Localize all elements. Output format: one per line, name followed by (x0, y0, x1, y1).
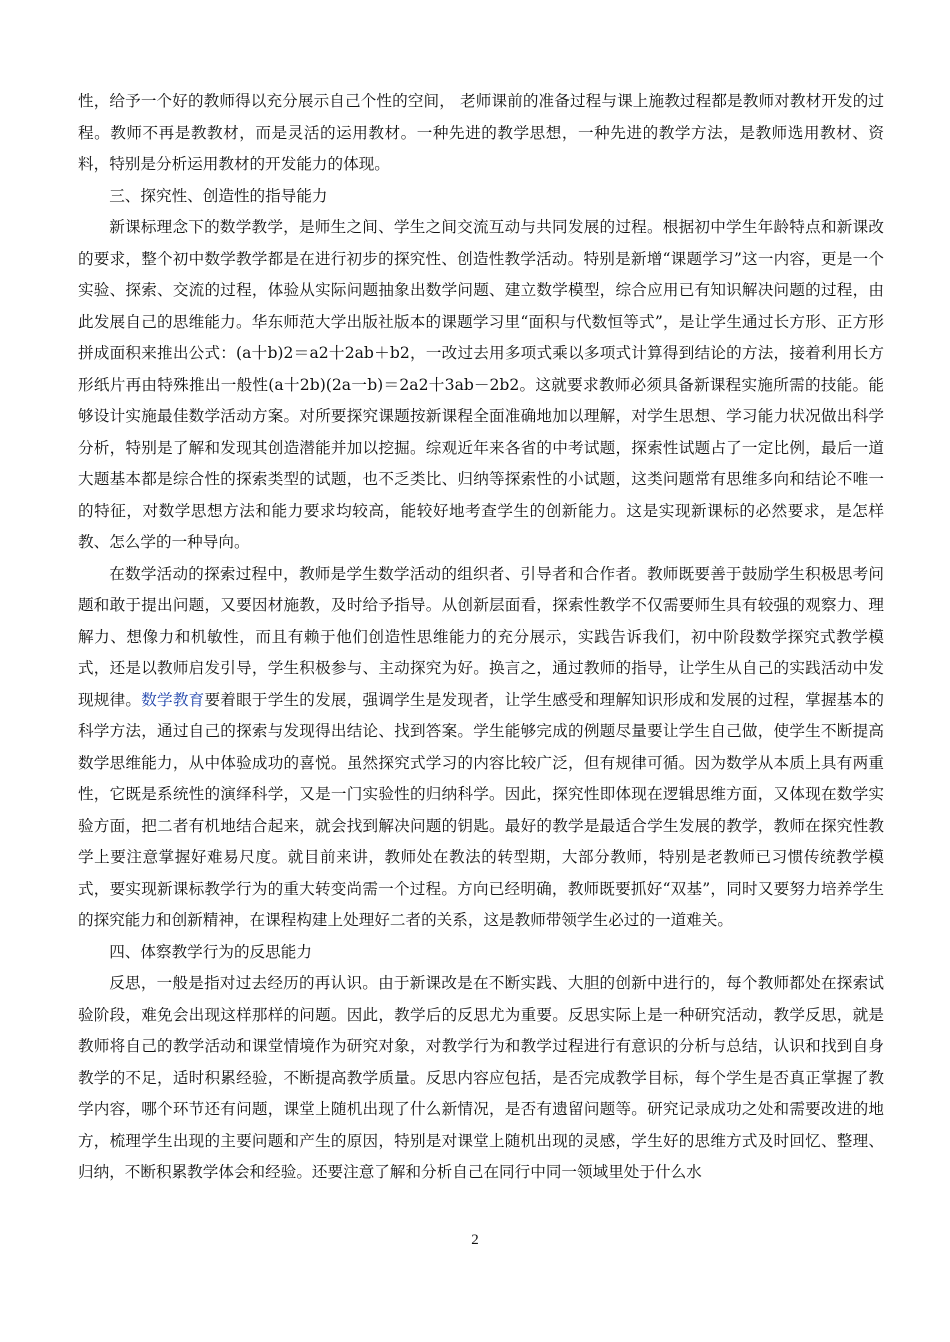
document-body (78, 86, 884, 1189)
page-number: 2 (471, 1232, 479, 1248)
paragraph-inquiry: 新课标理念下的数学教学，是师生之间、学生之间交流互动与共同发展的过程。根据初中学生年龄特点和新课改的要求，整个初中数学教学都是在进行初步的探究性、创造性教学活动。特别是新增“课题学习”这一内容，更是一个实验、探索、交流的过程，体验从实际问题抽象出数学问题、建立数学模型，综合应用已有知识解决问题的过程，由此发展自己的思维能力。华东师范大学出版社版本的课题学习里“面积与代数恒等式”，是让学生通过长方形、正方形拼成面积来推出公式：(a十b)2＝a2十2ab＋b2，一改过去用多项式乘以多项式计算得到结论的方法，接着利用长方形纸片再由特殊推出一般性(a十2b)(2a一b)＝2a2十3ab－2b2。这就要求教师必须具备新课程实施所需的技能。能够设计实施最佳数学活动方案。对所要探究课题按新课程全面准确地加以理解，对学生思想、学习能力状况做出科学分析，特别是了解和发现其创造潜能并加以挖掘。综观近年来各省的中考试题，探索性试题占了一定比例，最后一道大题基本都是综合性的探索类型的试题，也不乏类比、归纳等探索性的小试题，这类问题常有思维多向和结论不唯一的特征，对数学思想方法和能力要求均较高，能较好地考查学生的创新能力。这是实现新课标的必然要求，是怎样教、怎么学的一种导向。 (78, 218, 884, 551)
paragraph-reflection: 反思，一般是指对过去经历的再认识。由于新课改是在不断实践、大胆的创新中进行的，每个教师都处在探索试验阶段，难免会出现这样那样的问题。因此，教学后的反思尤为重要。反思实际上是一种研究活动，教学反思，就是教师将自己的教学活动和课堂情境作为研究对象，对教学行为和教学过程进行有意识的分析与总结，认识和找到自身教学的不足，适时积累经验，不断提高教学质量。反思内容应包括，是否完成教学目标，每个学生是否真正掌握了教学内容，哪个环节还有问题，课堂上随机出现了什么新情况，是否有遗留问题等。研究记录成功之处和需要改进的地方，梳理学生出现的主要问题和产生的原因，特别是对课堂上随机出现的灵感，学生好的思维方式及时回忆、整理、归纳，不断积累教学体会和经验。还要注意了解和分析自己在同行中同一领域里处于什么水 (78, 974, 884, 1181)
paragraph-continuation: 性，给予一个好的教师得以充分展示自己个性的空间， 老师课前的准备过程与课上施教过程都是教师对教材开发的过程。教师不再是教教材，而是灵活的运用教材。一种先进的教学思想，一种先进的教学方法，是教师选用教材、资料，特别是分析运用教材的开发能力的体现。 (78, 92, 884, 173)
paragraph-text-before-link: 在数学活动的探索过程中，教师是学生数学活动的组织者、引导者和合作者。教师既要善于鼓励学生积极思考问题和敢于提出问题，又要因材施教，及时给予指导。从创新层面看，探索性教学不仅需要师生具有较强的观察力、理解力、想像力和机敏性，而且有赖于他们创造性思维能力的充分展示，实践告诉我们，初中阶段数学探究式教学模式，还是以教师启发引导，学生积极参与、主动探究为好。换言之，通过教师的指导，让学生从自己的实践活动中发现规律。 (78, 564, 884, 709)
paragraph-text-after-link: 要着眼于学生的发展，强调学生是发现者，让学生感受和理解知识形成和发展的过程，掌握基本的科学方法，通过自己的探索与发现得出结论、找到答案。学生能够完成的例题尽量要让学生自己做，使学生不断提高数学思维能力，从中体验成功的喜悦。虽然探究式学习的内容比较广泛，但有规律可循。因为数学从本质上具有两重性，它既是系统性的演绎科学，又是一门实验性的归纳科学。因此，探究性即体现在逻辑思维方面，又体现在数学实验方面，把二者有机地结合起来，就会找到解决问题的钥匙。最好的教学是最适合学生发展的教学，教师在探究性教学上要注意掌握好难易尺度。就目前来讲，教师处在教法的转型期，大部分教师，特别是老教师已习惯传统教学模式，要实现新课标教学行为的重大转变尚需一个过程。方向已经明确，教师既要抓好“双基”，同时又要努力培养学生的探究能力和创新精神，在课程构建上处理好二者的关系，这是教师带领学生必过的一道难关。 (78, 690, 884, 929)
section-heading-4: 四、体察教学行为的反思能力 (109, 942, 312, 961)
section-heading-3: 三、探究性、创造性的指导能力 (109, 186, 328, 205)
math-education-link[interactable]: 数学教育 (141, 690, 205, 709)
paragraph-exploration (78, 559, 884, 937)
